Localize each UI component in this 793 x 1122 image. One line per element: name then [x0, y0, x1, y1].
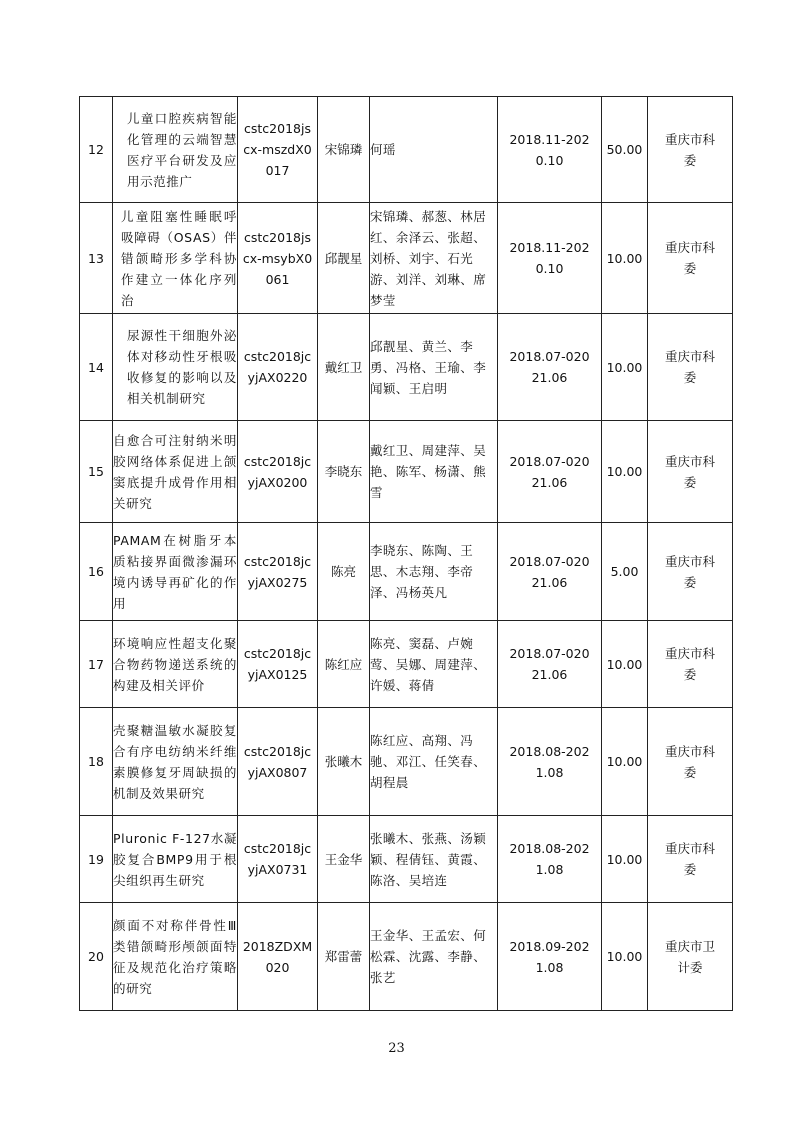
project-name: 儿童口腔疾病智能化管理的云端智慧医疗平台研发及应用示范推广	[127, 110, 237, 189]
page-number: 23	[388, 1041, 405, 1056]
project-leader: 王金华	[318, 816, 370, 903]
project-table	[79, 96, 733, 1011]
table-row	[80, 903, 733, 1011]
project-fund: 10.00	[602, 708, 648, 816]
project-period: 2018.07-02021.06	[509, 553, 590, 590]
project-fund: 5.00	[602, 523, 648, 621]
project-code: cstc2018jcyjAX0275	[243, 553, 312, 590]
fund-source: 重庆市科委	[664, 646, 715, 682]
project-leader: 邱靓星	[318, 203, 370, 314]
fund-source: 重庆市科委	[664, 131, 715, 168]
project-leader: 张曦木	[318, 708, 370, 816]
project-members: 宋锦璘、郝葱、林居红、余泽云、张超、刘桥、刘宇、石光游、刘洋、刘琳、席梦莹	[370, 203, 498, 314]
fund-source: 重庆市科委	[664, 553, 715, 590]
row-number: 18	[80, 708, 113, 816]
project-period: 2018.08-2021.08	[509, 841, 590, 877]
table-row	[80, 621, 733, 708]
project-name: 颜面不对称伴骨性Ⅲ类错颌畸形颅颌面特征及规范化治疗策略的研究	[113, 917, 237, 996]
project-leader: 陈亮	[318, 523, 370, 621]
project-code: cstc2018jcyjAX0807	[243, 743, 312, 780]
project-members: 王金华、王孟宏、何松霖、沈露、李静、张艺	[370, 903, 498, 1011]
table-row	[80, 421, 733, 523]
project-name: 自愈合可注射纳米明胶网络体系促进上颌窦底提升成骨作用相关研究	[113, 432, 237, 511]
project-leader: 李晓东	[318, 421, 370, 523]
fund-source: 重庆市科委	[664, 743, 715, 780]
project-code: cstc2018jscx-msybX0061	[242, 229, 313, 287]
project-fund: 10.00	[602, 903, 648, 1011]
project-code: cstc2018jcyjAX0731	[243, 841, 312, 877]
project-period: 2018.07-02021.06	[509, 349, 590, 385]
project-fund: 50.00	[602, 97, 648, 203]
project-fund: 10.00	[602, 314, 648, 421]
project-code: cstc2018jcyjAX0125	[243, 646, 312, 682]
fund-source: 重庆市科委	[664, 453, 715, 490]
project-members: 陈亮、窦磊、卢婉莺、吴娜、周建萍、许媛、蒋倩	[370, 621, 498, 708]
project-code: cstc2018jcyjAX0220	[243, 349, 312, 385]
project-period: 2018.09-2021.08	[509, 938, 590, 975]
project-code: cstc2018jcyjAX0200	[243, 453, 312, 490]
table-row	[80, 708, 733, 816]
table-row	[80, 523, 733, 621]
row-number: 17	[80, 621, 113, 708]
project-period: 2018.07-02021.06	[509, 646, 590, 682]
project-name: 尿源性干细胞外泌体对移动性牙根吸收修复的影响以及相关机制研究	[127, 328, 237, 406]
project-members: 邱靓星、黄兰、李勇、冯格、王瑜、李闻颖、王启明	[370, 314, 498, 421]
fund-source: 重庆市科委	[664, 841, 715, 877]
table-row	[80, 97, 733, 203]
project-leader: 郑雷蕾	[318, 903, 370, 1011]
project-code: 2018ZDXM020	[242, 938, 313, 975]
row-number: 20	[80, 903, 113, 1011]
table-row	[80, 314, 733, 421]
row-number: 13	[80, 203, 113, 314]
row-number: 12	[80, 97, 113, 203]
project-name: 儿童阻塞性睡眠呼吸障碍（OSAS）伴错颌畸形多学科协作建立一体化序列治	[121, 208, 237, 308]
row-number: 19	[80, 816, 113, 903]
project-period: 2018.07-02021.06	[509, 453, 590, 490]
row-number: 15	[80, 421, 113, 523]
project-name: 壳聚糖温敏水凝胶复合有序电纺纳米纤维素膜修复牙周缺损的机制及效果研究	[113, 722, 237, 801]
project-fund: 10.00	[602, 816, 648, 903]
fund-source: 重庆市科委	[664, 240, 715, 276]
project-period: 2018.11-2020.10	[509, 131, 590, 168]
project-members: 陈红应、高翔、冯驰、邓江、任笑春、胡程晨	[370, 708, 498, 816]
fund-source: 重庆市卫计委	[664, 938, 715, 975]
project-name: 环境响应性超支化聚合物药物递送系统的构建及相关评价	[113, 635, 237, 693]
fund-source: 重庆市科委	[664, 349, 715, 385]
project-period: 2018.08-2021.08	[509, 743, 590, 780]
table-row	[80, 816, 733, 903]
project-leader: 陈红应	[318, 621, 370, 708]
project-members: 张曦木、张燕、汤颖颖、程倩钰、黄霞、陈洛、吴培连	[370, 816, 498, 903]
project-fund: 10.00	[602, 621, 648, 708]
project-leader: 宋锦璘	[318, 97, 370, 203]
project-members: 戴红卫、周建萍、吴艳、陈军、杨潇、熊雪	[370, 421, 498, 523]
project-members: 何瑶	[370, 97, 498, 203]
table-row	[80, 203, 733, 314]
row-number: 14	[80, 314, 113, 421]
project-name: PAMAM在树脂牙本质粘接界面微渗漏环境内诱导再矿化的作用	[113, 532, 237, 611]
project-fund: 10.00	[602, 203, 648, 314]
project-fund: 10.00	[602, 421, 648, 523]
project-code: cstc2018jscx-mszdX0017	[243, 121, 312, 178]
project-leader: 戴红卫	[318, 314, 370, 421]
project-members: 李晓东、陈陶、王思、木志翔、李帝泽、冯杨英凡	[370, 523, 498, 621]
project-name: Pluronic F-127水凝胶复合BMP9用于根尖组织再生研究	[113, 830, 237, 888]
project-period: 2018.11-2020.10	[509, 240, 590, 276]
row-number: 16	[80, 523, 113, 621]
